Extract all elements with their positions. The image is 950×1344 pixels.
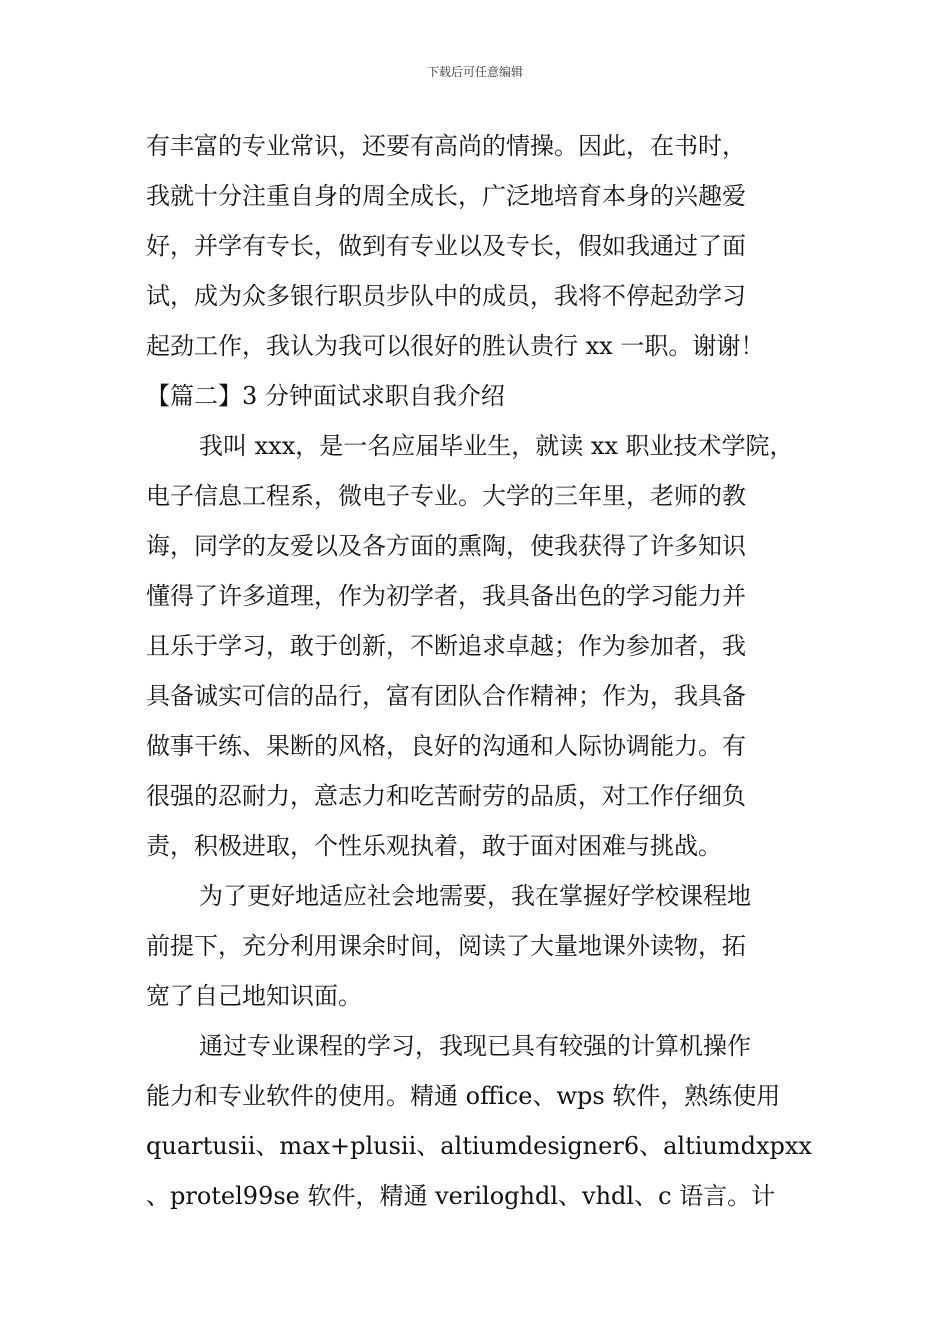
text-line: 且乐于学习，敢于创新，不断追求卓越；作为参加者，我 bbox=[146, 632, 746, 660]
text-line: 责，积极进取，个性乐观执着，敢于面对困难与挑战。 bbox=[146, 832, 722, 860]
text-line: 我就十分注重自身的周全成长，广泛地培育本身的兴趣爱 bbox=[146, 182, 746, 210]
section-heading: 【篇二】3 分钟面试求职自我介绍 bbox=[146, 382, 505, 410]
text-line: 懂得了许多道理，作为初学者，我具备出色的学习能力并 bbox=[146, 582, 746, 610]
text-line: 电子信息工程系，微电子专业。大学的三年里，老师的教 bbox=[146, 482, 746, 510]
page-header: 下载后可任意编辑 bbox=[426, 65, 523, 79]
text-line: 做事干练、果断的风格，良好的沟通和人际协调能力。有 bbox=[146, 732, 746, 760]
paragraph-start: 我叫 xxx，是一名应届毕业生，就读 xx 职业技术学院， bbox=[199, 432, 794, 460]
paragraph-start: 通过专业课程的学习，我现已具有较强的计算机操作 bbox=[199, 1032, 751, 1060]
document-body bbox=[146, 121, 816, 1221]
text-line: 具备诚实可信的品行，富有团队合作精神；作为，我具备 bbox=[146, 682, 746, 710]
text-line: 好，并学有专长，做到有专业以及专长，假如我通过了面 bbox=[146, 232, 746, 260]
text-line: 很强的忍耐力，意志力和吃苦耐劳的品质，对工作仔细负 bbox=[146, 782, 746, 810]
text-line: 试，成为众多银行职员步队中的成员，我将不停起劲学习 bbox=[146, 282, 746, 310]
text-line: 有丰富的专业常识，还要有高尚的情操。因此，在书时， bbox=[146, 132, 746, 160]
paragraph-start: 为了更好地适应社会地需要，我在掌握好学校课程地 bbox=[199, 882, 751, 910]
text-line: 宽了自己地知识面。 bbox=[146, 982, 362, 1010]
text-line: 能力和专业软件的使用。精通 office、wps 软件，熟练使用 bbox=[146, 1082, 781, 1110]
text-line: quartusii、max+plusii、altiumdesigner6、altiumdxpxx bbox=[146, 1132, 812, 1160]
text-line: 、protel99se 软件，精通 veriloghdl、vhdl、c 语言。计 bbox=[146, 1182, 776, 1210]
text-line: 诲，同学的友爱以及各方面的熏陶，使我获得了许多知识 bbox=[146, 532, 746, 560]
text-line: 起劲工作，我认为我可以很好的胜认贵行 xx 一职。谢谢！ bbox=[146, 332, 765, 360]
text-line: 前提下，充分利用课余时间，阅读了大量地课外读物，拓 bbox=[146, 932, 746, 960]
